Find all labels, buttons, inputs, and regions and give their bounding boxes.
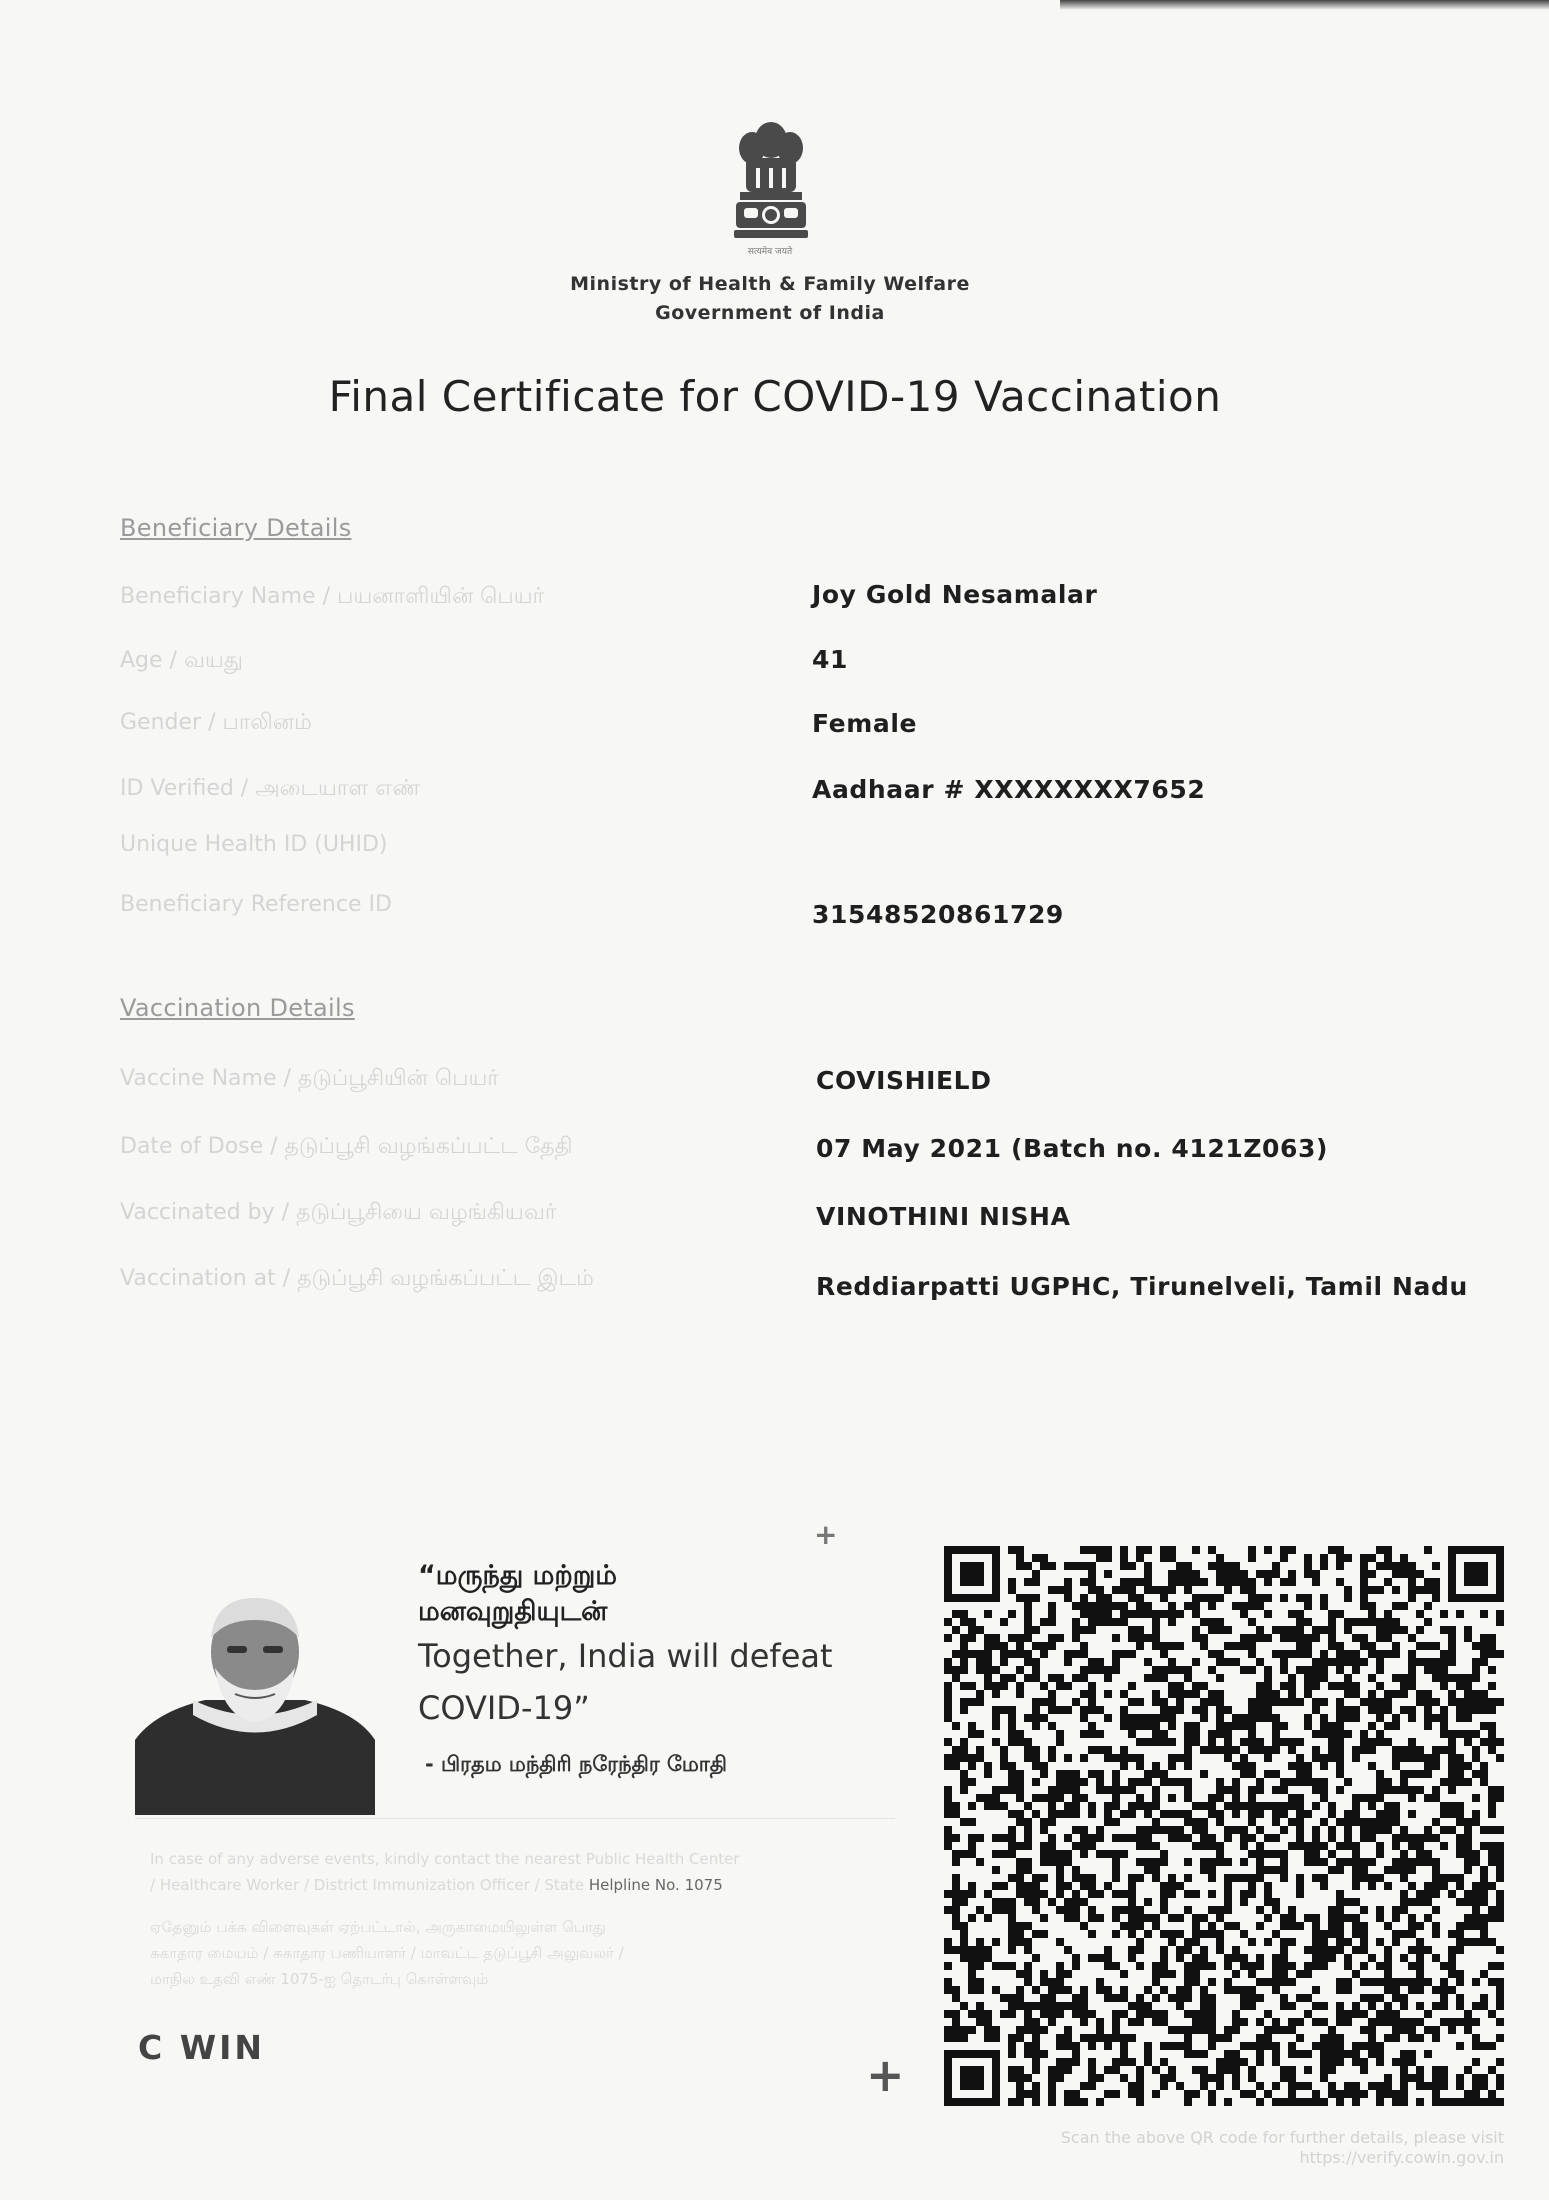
vaccine-name-label: Vaccine Name / தடுப்பூசியின் பெயர் <box>120 1066 499 1091</box>
vaccination-details-heading: Vaccination Details <box>120 994 355 1022</box>
tamil-note-line-1: ஏதேனும் பக்க விளைவுகள் ஏற்பட்டால், அருகாமையிலுள்ள பொது <box>150 1918 606 1936</box>
date-of-dose-label: Date of Dose / தடுப்பூசி வழங்கப்பட்ட தேதி <box>120 1134 573 1159</box>
helpline-number: Helpline No. 1075 <box>588 1876 723 1894</box>
scan-edge-shadow <box>1060 0 1549 10</box>
beneficiary-details-heading: Beneficiary Details <box>120 514 352 542</box>
qr-code-icon[interactable] <box>944 1546 1504 2108</box>
government-line: Government of India <box>655 302 885 324</box>
quote-tamil-line-1: “மருந்து மற்றும் <box>418 1560 618 1591</box>
quote-author: - பிரதம மந்திரி நரேந்திர மோதி <box>425 1752 727 1776</box>
reference-id-value: 31548520861729 <box>812 900 1064 929</box>
gender-value: Female <box>812 709 918 738</box>
uhid-label: Unique Health ID (UHID) <box>120 832 388 857</box>
reference-id-label: Beneficiary Reference ID <box>120 892 392 917</box>
qr-caption-line-1: Scan the above QR code for further details, please visit <box>1060 2128 1504 2147</box>
vaccinated-by-value: VINOTHINI NISHA <box>816 1202 1071 1231</box>
vaccination-at-value: Reddiarpatti UGPHC, Tirunelveli, Tamil Nadu <box>816 1272 1468 1301</box>
certificate-title: Final Certificate for COVID-19 Vaccination <box>328 372 1222 421</box>
beneficiary-name-value: Joy Gold Nesamalar <box>812 580 1098 609</box>
adverse-events-note-line-1: In case of any adverse events, kindly contact the nearest Public Health Center <box>150 1850 740 1868</box>
quote-block <box>418 1558 938 1734</box>
ministry-name <box>470 270 1070 328</box>
date-of-dose-value: 07 May 2021 (Batch no. 4121Z063) <box>816 1134 1329 1163</box>
adverse-events-note-line-2 <box>150 1876 870 1894</box>
plus-icon: + <box>814 1518 838 1551</box>
id-verified-value: Aadhaar # XXXXXXXX7652 <box>812 775 1206 804</box>
tamil-note-line-3: மாநில உதவி எண் 1075-ஐ தொடர்பு கொள்ளவும் <box>150 1970 489 1988</box>
qr-caption <box>1010 2128 1504 2168</box>
vaccinated-by-label: Vaccinated by / தடுப்பூசியை வழங்கியவர் <box>120 1200 557 1225</box>
ashoka-emblem-icon <box>726 118 816 248</box>
age-label: Age / வயது <box>120 648 243 673</box>
vaccination-at-label: Vaccination at / தடுப்பூசி வழங்கப்பட்ட இடம் <box>120 1266 594 1291</box>
vaccine-name-value: COVISHIELD <box>816 1066 992 1095</box>
qr-caption-line-2: https://verify.cowin.gov.in <box>1299 2148 1504 2167</box>
prime-minister-photo <box>135 1590 375 1815</box>
emblem-motto: सत्यमेव जयते <box>747 247 793 257</box>
cowin-logo: C WIN <box>138 2028 266 2067</box>
divider <box>135 1818 895 1819</box>
id-verified-label: ID Verified / அடையாள எண் <box>120 776 421 801</box>
quote-tamil-line-2: மனவுறுதியுடன் <box>418 1596 608 1627</box>
adverse-events-note-prefix: / Healthcare Worker / District Immunization Officer / State <box>150 1876 585 1894</box>
plus-icon: + <box>866 2048 905 2102</box>
tamil-note-line-2: சுகாதார மையம் / சுகாதார பணியாளர் / மாவட்ட தடுப்பூசி அலுவலர் / <box>150 1944 624 1962</box>
age-value: 41 <box>812 645 848 674</box>
quote-english-line-2: COVID-19” <box>418 1689 590 1727</box>
beneficiary-name-label: Beneficiary Name / பயனாளியின் பெயர் <box>120 584 545 609</box>
quote-english-line-1: Together, India will defeat <box>418 1637 833 1675</box>
gender-label: Gender / பாலினம் <box>120 710 312 735</box>
ministry-line: Ministry of Health & Family Welfare <box>570 273 970 295</box>
